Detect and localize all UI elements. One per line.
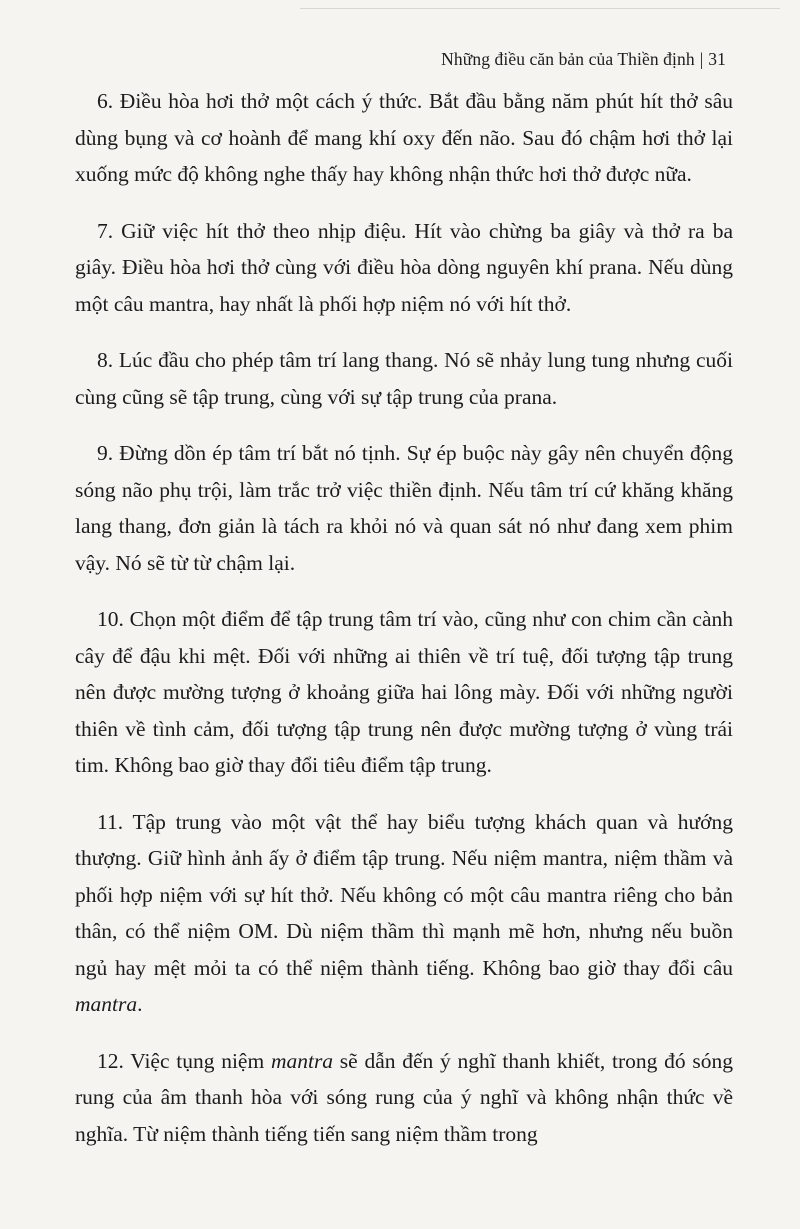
paragraph-12 (75, 1043, 733, 1153)
paragraph-text: 9. Đừng dồn ép tâm trí bắt nó tịnh. Sự ép buộc này gây nên chuyển động sóng não phụ trội, làm trắc trở việc thiền định. Nếu tâm trí cứ khăng khăng lang thang, đơn giản là tách ra khỏi nó và quan sát nó như đang xem phim vậy. Nó sẽ từ từ chậm lại. (75, 441, 733, 575)
paragraph-6 (75, 83, 733, 193)
paragraph-text: 11. Tập trung vào một vật thể hay biểu tượng khách quan và hướng thượng. Giữ hình ảnh ấy ở điểm tập trung. Nếu niệm mantra, niệm thầm và phối hợp niệm với sự hít thở. Nếu không có một câu mantra riêng cho bản thân, có thể niệm OM. Dù niệm thầm thì mạnh mẽ hơn, nhưng nếu buồn ngủ hay mệt mỏi ta có thể niệm thành tiếng. Không bao giờ thay đổi câu (75, 809, 733, 980)
paragraph-text: sẽ dẫn đến ý nghĩ thanh khiết, trong đó sóng rung của âm thanh hòa với sóng rung của ý nghĩ và không nhận thức về nghĩa. Từ niệm thành tiếng tiến sang niệm thầm trong (75, 1048, 733, 1146)
paragraph-text: 6. Điều hòa hơi thở một cách ý thức. Bắt đầu bằng năm phút hít thở sâu dùng bụng và cơ hoành để mang khí oxy đến não. Sau đó chậm hơi thở lại xuống mức độ không nghe thấy hay không nhận thức hơi thở được nữa. (75, 89, 733, 186)
paragraph-text: 8. Lúc đầu cho phép tâm trí lang thang. Nó sẽ nhảy lung tung nhưng cuối cùng cũng sẽ tập trung, cùng với sự tập trung của prana. (75, 348, 733, 409)
paragraph-11 (75, 804, 733, 1023)
italic-term: mantra (270, 1048, 334, 1073)
paragraph-9 (75, 435, 733, 581)
body-text (75, 83, 733, 1172)
top-rule (300, 8, 780, 9)
paragraph-text: . (137, 992, 143, 1016)
paragraph-8 (75, 342, 733, 415)
header-title: Những điều căn bản của Thiền định (441, 49, 695, 69)
paragraph-10 (75, 601, 733, 784)
paragraph-text: 7. Giữ việc hít thở theo nhịp điệu. Hít vào chừng ba giây và thở ra ba giây. Điều hòa hơi thở cùng với điều hòa dòng nguyên khí prana. Nếu dùng một câu mantra, hay nhất là phối hợp niệm nó với hít thở. (75, 218, 733, 316)
paragraph-text: 12. Việc tụng niệm (97, 1048, 271, 1073)
italic-term: mantra (75, 992, 138, 1016)
paragraph-7 (75, 213, 733, 323)
running-header (441, 49, 726, 70)
header-separator: | (699, 49, 704, 69)
page-number: 31 (708, 49, 726, 69)
paragraph-text: 10. Chọn một điểm để tập trung tâm trí vào, cũng như con chim cần cành cây để đậu khi mệt. Đối với những ai thiên về trí tuệ, đối tượng tập trung nên được mường tượng ở khoảng giữa hai lông mày. Đối với những người thiên về tình cảm, đối tượng tập trung nên được mường tượng ở vùng trái tim. Không bao giờ thay đổi tiêu điểm tập trung. (75, 607, 733, 777)
